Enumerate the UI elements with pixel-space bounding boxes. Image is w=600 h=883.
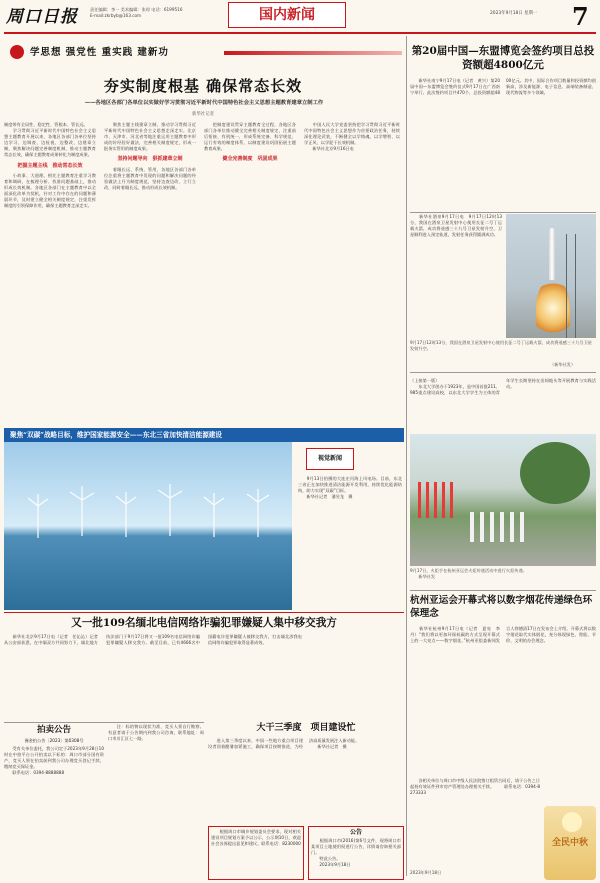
quarter-text: 进入第三季度以来，中国一些地方重点项目建设者顶着酷暑加紧施工，确保项目按期推进，为经济高质量发展注入新动能。 新华社记者 摄: [208, 738, 360, 750]
lead-col3: [204, 122, 296, 378]
auction-mid-text: 注：标的物以现状为准，竞买人须自行勘察。有意者请于公告期内到我公司咨询，联系地址：周口市川汇区七一路。: [108, 724, 204, 742]
lead-byline: 新华社记者: [192, 112, 214, 117]
rocket-icon: [549, 228, 555, 280]
flags-icon: [418, 482, 458, 518]
lead-col3-text: 把制度建设贯穿主题教育全过程，各地区各部门各单位推动健全完善相关制度规定，注重前后衔接、有机统一，形成系统完备、科学规范、运行有效的制度体系，以制度建设巩固拓展主题教育成果。: [204, 122, 296, 152]
mid-autumn-stamp: [544, 806, 596, 880]
notice2-text: 根据周口市(2016)第6号文件，现将周口市某项目土地使用权进行公告，详情请咨询相关部门。 特此公告。 2023年9月18日: [311, 837, 401, 867]
email-line: E-mail:zkrbyb@163.com: [90, 12, 142, 18]
lead-col4-text: 中国人民大学党委坚持把学习贯彻习近平新时代中国特色社会主义思想作为首要政治任务，持续深化理论武装，不断健全以学铸魂、以学增智、以学正风、以学促干长效机制。 新华社北京9月16日电: [304, 122, 400, 152]
launch-tower-icon: [566, 234, 576, 338]
notice2-box: [308, 826, 404, 880]
lead-title: 夯实制度根基 确保常态长效: [103, 77, 303, 95]
fraud-text: 新华社北京9月17日电（记者 任沁沁）记者从公安部获悉，在中缅双方共同努力下，缅北地方执法部门于9月17日将又一批109名电信网络诈骗犯罪嫌疑人移交我方。截至目前，已有4666名中国籍电诈犯罪嫌疑人被移交我方，打击缅北涉我电信网络诈骗犯罪取得显著成效。: [4, 634, 302, 646]
lead-article: [4, 70, 402, 378]
quarter-title: 大干三季度 项目建设忙: [256, 723, 356, 733]
asean-article: [410, 40, 596, 212]
auction-text: 受有关单位委托，我公司定于2023年9月28日10时在中拍平台公开拍卖以下标的：周口市部分国有资产，竞买人须在拍卖前到我公司办理竞买登记手续，缴纳竞买保证金。 联系电话：0394-8888888: [4, 746, 104, 776]
neu-article: [410, 378, 596, 432]
lead-col3-subhead: 健全完善制度 巩固成果: [222, 156, 278, 163]
footer-date: 2023年9月18日: [410, 870, 442, 875]
stamp-label: 全民中秋: [551, 838, 588, 848]
slogan-ribbon: [224, 51, 402, 55]
lead-col2b-text: 着眼长远、系统、管用，各地区各部门各单位注重将主题教育中发现的问题和解决问题的经验做法上升为制度规范，坚持边查边改、立行立改，同时着眼长远，推动形成长效机制。: [104, 166, 196, 190]
hangzhou-article: [410, 594, 596, 774]
fraud-top-rule: [4, 612, 404, 613]
tree-icon: [520, 442, 590, 504]
lead-col1-subhead: 把握主题主线 推动常态长效: [17, 162, 83, 169]
space-photo-caption: 9月17日12时13分，我国在酒泉卫星发射中心使用长征二号丁运载火箭，成功将遥感三十九号卫星发射升空。: [410, 340, 592, 351]
runners-icon: [470, 512, 530, 542]
lead-col1-text: 制度带有全局性、稳定性、管根本、管长远。 学习贯彻习近平新时代中国特色社会主义思想主题教育开展以来，各地区各部门各单位坚持边学习、边调查、边检视、边整改，边建章立制，聚焦解决问题完善制度机制，推动主题教育常态长效，确保主题教育成果转化为制度成果。: [4, 122, 96, 158]
moon-icon: [562, 812, 582, 832]
wind-caption: 9月13日拍摄的大连庄河海上风电场。目前，东北三省正在加快推进清洁能源开发利用，持续优化能源结构，助力实现“双碳”目标。 新华社记者 潘昱龙 摄: [298, 476, 402, 500]
lead-col1b-text: 小故事、大道理。相比主题教育注重学习教育和调研，在梳理分析、找准问题基础上，推动形成长效机制。各地区各部门在主题教育中以全面深化改革为契机，针对工作中存在的问题和薄弱环节，及时建立健全相关制度规定，注重发挥制度的引领保障作用，确保主题教育走深走实。: [4, 172, 96, 209]
auction-notice: [4, 724, 104, 880]
right-divider-2: [410, 372, 596, 373]
space-text: 新华社酒泉9月17日电 9月17日12时13分，我国在酒泉卫星发射中心使用长征二号丁运载火箭，成功将遥感三十九号卫星发射升空，卫星顺利进入预定轨道，发射任务获得圆满成功。: [410, 214, 502, 238]
asean-text: 新华社南宁9月17日电（记者 黄兴）第20届中国—东盟博览会签约仪式9月17日在广西南宁举行。此次签约项目共470个，总投资额超4800亿元。其中，国际合作项目数量和投资额均创新高，涉及新能源、电子信息、高端装备制造、现代物流等多个领域。: [410, 78, 596, 96]
quarter-notice: 根据周口市城乡规划委员会要求，现对相关建设项目规划方案予以公示，公示期10日，欢迎社会各界提出意见和建议。联系电话：8230000: [208, 826, 304, 880]
column-divider: [406, 36, 407, 876]
torch-relay-photo: [410, 434, 596, 566]
fraud-title: 又一批109名缅北电信网络诈骗犯罪嫌疑人集中移交我方: [71, 617, 337, 629]
slogan-bar: [4, 42, 404, 64]
lead-col2-subhead: 坚持问题导向 狠抓建章立制: [117, 156, 183, 163]
hangzhou-title: 杭州亚运会开幕式将以数字烟花传递绿色环保理念: [410, 595, 593, 619]
slogan-text: 学思想 强党性 重实践 建新功: [30, 47, 169, 58]
auction-title: 拍卖公告: [36, 725, 71, 735]
page-number: 7: [572, 2, 589, 31]
issue-date: 2023年9月18日 星期一: [490, 11, 538, 16]
wind-feature: [4, 428, 404, 610]
visual-news-label: 视觉新闻: [317, 455, 342, 462]
auction-code: 豫金拍公告〔2023〕第0308号: [24, 738, 84, 743]
wind-banner: [4, 428, 404, 442]
hangzhou-text: 新华社杭州9月17日电（记者 夏亮 李丹）“我们将以更加环保低碳的方式呈现开幕式上的一大亮点——数字烟花。”杭州亚组委新闻发言人徐德清17日在发布会上介绍，开幕式将以数字烟花取代实体烟花，充分体现绿色、智能、节俭、文明的办会理念。: [410, 626, 596, 644]
asean-title: 第20届中国—东盟博览会签约项目总投资额超4800亿元: [411, 45, 595, 71]
neu-text: （上接第一版） 东北大学创办于1923年，是中国首批211、985重点建设高校，以东北大学学生为主体的青年学生长期坚持在田间地头等开展教育与实践活动。: [410, 378, 596, 396]
wind-farm-photo: [4, 442, 292, 610]
footer-notice: 各相关单位与周口市中级人民法院签订租赁合同后，请于公告之日起持有效证件到市房产管理处办理相关手续。 联系电话：0394-8273333: [410, 778, 540, 796]
lead-col2-text: 聚焦主题主线建章立制，推动学习贯彻习近平新时代中国特色社会主义思想走深走实。北京市、天津市、河北省等地注重运用主题教育中形成的好经验好做法，完善相关制度规定，形成一批务实管用的制度成果。: [104, 122, 196, 152]
torch-relay-caption: 9月17日，火炬手在杭州亚运会火炬传递活动中进行火炬传递。 新华社发: [410, 568, 527, 579]
lead-col2: [104, 122, 196, 378]
section-title: 国内新闻: [259, 7, 315, 23]
right-divider-1: [410, 212, 596, 213]
quarter-article: [208, 722, 404, 822]
editor-line: 责任编辑：李一 美术编辑：张琼 电话：6199516: [90, 7, 183, 12]
space-credit: （新华社发）: [550, 362, 576, 367]
party-emblem-icon: [10, 45, 24, 59]
wind-banner-text: 聚焦“双碳”战略目标，维护国家能源安全——东北三省加快清洁能源建设: [10, 431, 222, 439]
fraud-article: [4, 616, 404, 720]
masthead-info: [90, 7, 183, 19]
wind-turbines-graphic: [4, 442, 292, 610]
bottom-divider: [4, 722, 204, 723]
lead-subtitle: ——各地区各部门各单位以实做好学习贯彻习近平新时代中国特色社会主义思想主题教育建章立制工作: [84, 100, 324, 106]
rocket-plume-icon: [536, 278, 570, 338]
notice2-title: 公告: [349, 829, 362, 836]
space-article: [410, 214, 596, 338]
masthead: [0, 0, 600, 34]
rocket-launch-photo: [506, 214, 596, 338]
lead-col1: [4, 122, 96, 378]
section-bar: [228, 2, 346, 28]
visual-news-badge: [306, 448, 354, 470]
lead-col4: [304, 122, 400, 378]
right-divider-3: [410, 590, 596, 591]
newspaper-logo: 周口日报: [6, 7, 78, 27]
masthead-rule: [4, 32, 596, 34]
